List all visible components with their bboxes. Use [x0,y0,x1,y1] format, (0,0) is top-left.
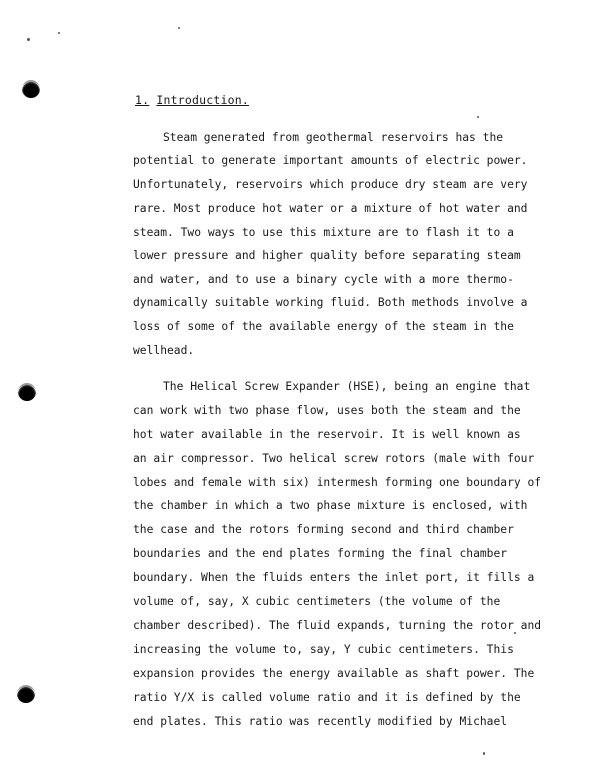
text-line: ratio Y/X is called volume ratio and it is defined by the [133,691,521,704]
section-heading [135,93,249,107]
scan-speck [27,38,30,41]
text-line: boundary. When the fluids enters the inlet port, it fills a [133,571,535,584]
text-line: Steam generated from geothermal reservoirs has the [163,131,504,144]
text-line: steam. Two ways to use this mixture are to flash it to a [133,226,514,239]
scan-speck [477,116,479,118]
scan-speck [483,752,485,755]
text-line: the case and the rotors forming second and third chamber [133,523,514,536]
text-line: end plates. This ratio was recently modified by Michael [133,715,508,728]
binder-hole-top [22,80,40,98]
text-line: can work with two phase flow, uses both the steam and the [133,404,521,417]
binder-hole-bottom [17,685,35,703]
text-line: boundaries and the end plates forming the final chamber [133,547,508,560]
text-line: wellhead. [133,344,195,357]
section-title: Introduction. [156,93,249,107]
text-line: loss of some of the available energy of the steam in the [133,320,514,333]
text-line: expansion provides the energy available as shaft power. The [133,667,535,680]
text-line: volume of, say, X cubic centimeters (the volume of the [133,595,501,608]
scan-speck [58,32,60,34]
text-line: lower pressure and higher quality before separating steam [133,249,521,262]
text-line: an air compressor. Two helical screw rotors (male with four [133,452,535,465]
text-line: hot water available in the reservoir. It is well known as [133,428,521,441]
text-line: and water, and to use a binary cycle with a more thermo- [133,273,514,286]
text-line: the chamber in which a two phase mixture is enclosed, with [133,499,528,512]
text-line: chamber described). The fluid expands, turning the rotor and [133,619,542,632]
text-line: increasing the volume to, say, Y cubic centimeters. This [133,643,514,656]
text-line: dynamically suitable working fluid. Both methods involve a [133,296,528,309]
section-number: 1. [135,93,150,107]
text-line: lobes and female with six) intermesh forming one boundary of [133,476,542,489]
text-line: Unfortunately, reservoirs which produce dry steam are very [133,178,528,191]
text-line: potential to generate important amounts of electric power. [133,154,528,167]
scan-speck [178,27,180,29]
text-line: rare. Most produce hot water or a mixture of hot water and [133,202,528,215]
binder-hole-middle [18,383,36,401]
scan-speck [514,632,516,634]
text-line: The Helical Screw Expander (HSE), being an engine that [163,380,531,393]
